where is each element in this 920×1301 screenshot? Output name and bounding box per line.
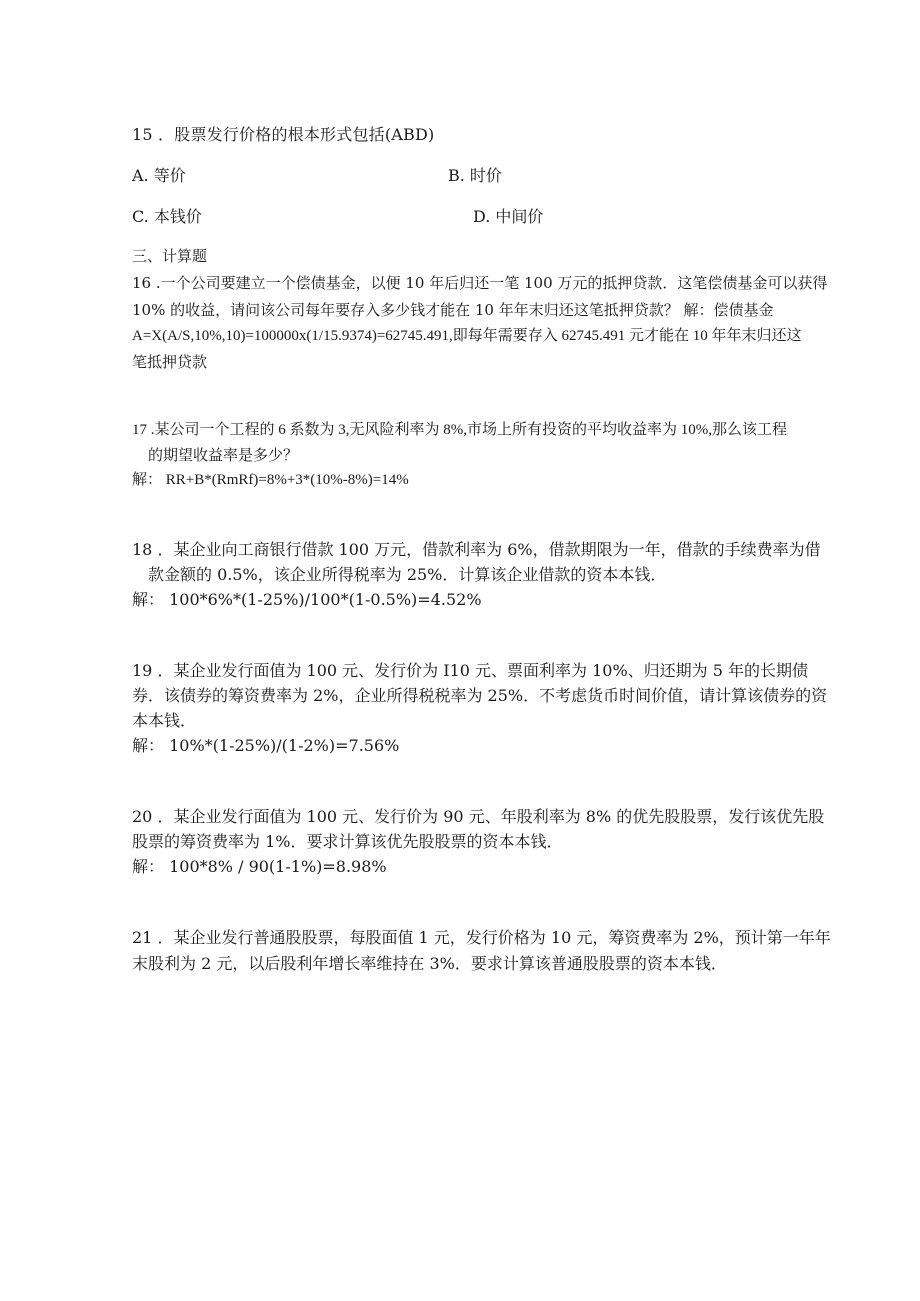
q15-option-a: A. 等价 — [132, 166, 186, 185]
q20-line-1: 20 ．某企业发行面值为 100 元、发行价为 90 元、年股利率为 8% 的优先股股票，发行该优先股 — [132, 807, 825, 826]
q15-option-c: C. 本钱价 — [132, 207, 202, 226]
q19-line-1: 19 ．某企业发行面值为 100 元、发行价为 I10 元、票面利率为 10%、归还期为 5 年的长期债 — [132, 661, 809, 680]
q16-line-3: A=X(A/S,10%,10)=100000x(1/15.9374)=62745.491,即每年需要存入 62745.491 元才能在 10 年年末归还这 — [132, 328, 802, 344]
q16-line-4: 笔抵押贷款 — [132, 353, 208, 371]
section-title: 三、计算题 — [132, 247, 208, 265]
q17-answer: 解： RR+B*(RmRf)=8%+3*(10%-8%)=14% — [132, 472, 409, 488]
q19-answer: 解： 10%*(1-25%)/(1-2%)=7.56% — [132, 736, 400, 755]
q15-title: 15 ．股票发行价格的根本形式包括(ABD) — [132, 125, 435, 144]
q19-line-3: 本本钱． — [132, 711, 197, 730]
q18-line-2: 款金额的 0.5%，该企业所得税率为 25%．计算该企业借款的资本本钱． — [148, 565, 667, 584]
q21-line-2: 末股利为 2 元，以后股利年增长率维持在 3%．要求计算该普通股股票的资本本钱． — [132, 954, 727, 973]
q17-line-1: 17 .某公司一个工程的 6 系数为 3,无风险利率为 8%,市场上所有投资的平均收益率为 10%,那么该工程 — [132, 422, 787, 438]
q17-line-2: 的期望收益率是多少？ — [148, 446, 299, 464]
q20-line-2: 股票的筹资费率为 1%．要求计算该优先股股票的资本本钱． — [132, 832, 563, 851]
q15-option-b: B. 时价 — [448, 166, 502, 185]
q19-line-2: 券．该债券的筹资费率为 2%，企业所得税税率为 25%．不考虑货币时间价值，请计算该债券的资 — [132, 686, 828, 705]
q21-line-1: 21 ．某企业发行普通股股票，每股面值 1 元，发行价格为 10 元，筹资费率为 2%，预计第一年年 — [132, 928, 831, 947]
q15-option-d: D. 中间价 — [473, 207, 544, 226]
q18-line-1: 18 ．某企业向工商银行借款 100 万元，借款利率为 6%，借款期限为一年，借款的手续费率为借 — [132, 540, 821, 559]
q18-answer: 解： 100*6%*(1-25%)/100*(1-0.5%)=4.52% — [132, 590, 482, 609]
q16-line-1: 16 .一个公司要建立一个偿债基金，以便 10 年后归还一笔 100 万元的抵押贷款．这笔偿债基金可以获得 — [132, 274, 828, 292]
q16-line-2: 10% 的收益，请问该公司每年要存入多少钱才能在 10 年年末归还这笔抵押贷款？ 解：偿债基金 — [132, 301, 774, 319]
q20-answer: 解： 100*8% / 90(1-1%)=8.98% — [132, 857, 387, 876]
